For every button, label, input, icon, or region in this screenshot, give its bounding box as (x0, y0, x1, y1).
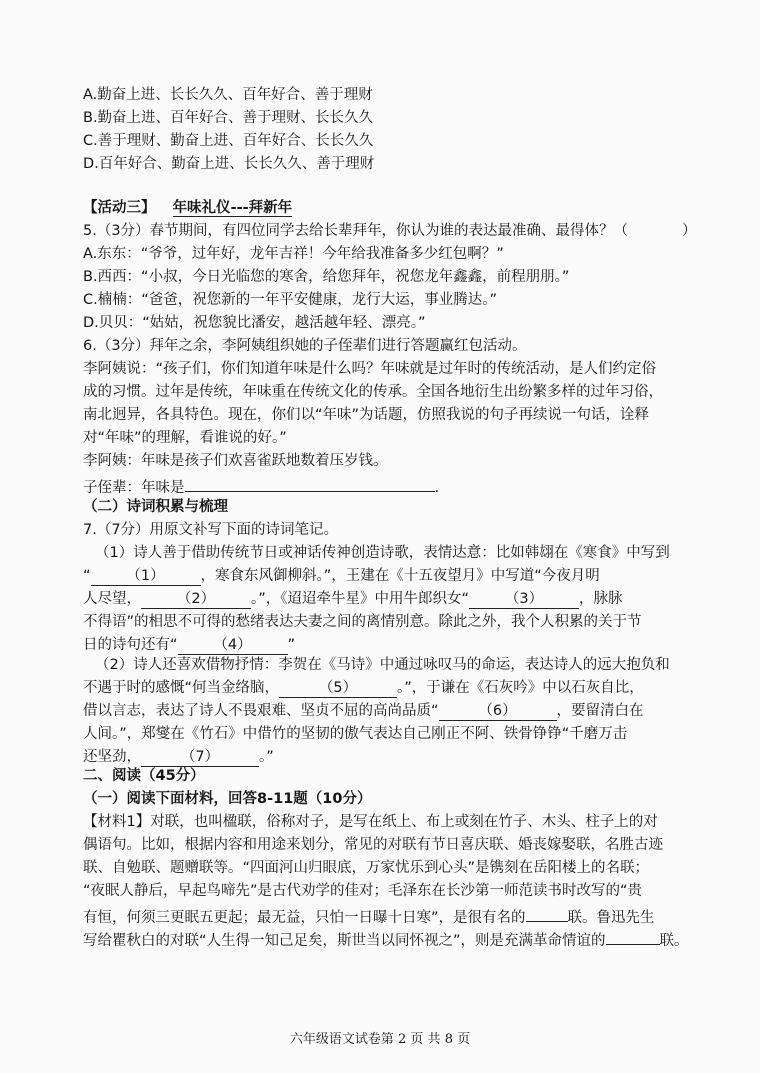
q7p2-line (83, 701, 644, 721)
fill-blank[interactable] (526, 904, 568, 922)
text-segment: 联。 (659, 933, 689, 949)
q6-para-line: 南北迥异，各具特色。现在，你们以“年味”为话题，仿照我说的句子再续说一句话，诠释 (83, 407, 650, 423)
page-footer: 六年级语文试卷第 2 页 共 8 页 (289, 1032, 471, 1047)
q7p1-line (83, 566, 600, 586)
text-segment: 联。鲁迅先生 (567, 910, 655, 926)
q7p2-line (83, 678, 644, 698)
fill-blank[interactable]: （5） (279, 680, 397, 698)
q6-answer-line (83, 474, 439, 498)
text-segment: 借以言志，表达了诗人不畏艰难、坚贞不屈的高尚品质“ (83, 703, 439, 719)
text-segment: 人尽望， (83, 591, 141, 607)
q6-answer-suffix: . (434, 480, 440, 496)
q6-stem: 6.（3分）拜年之余，李阿姨组织她的子侄辈们进行答题赢红包活动。 (83, 338, 527, 354)
text-segment: ，寒食东风御柳斜。”，王建在《十五夜望月》中写道“今夜月明 (200, 568, 600, 584)
q5-option-b: B.西西：“小叔，今日光临您的寒舍，给您拜年，祝您龙年鑫鑫，前程朋朋。” (83, 269, 570, 285)
reading1-heading: （一）阅读下面材料，回答8-11题（10分） (83, 791, 372, 807)
text-segment: 【材料1】对联，也叫楹联，俗称对子，是写在纸上、布上或刻在竹子、木头、柱子上的对 (83, 814, 658, 830)
q5-stem: 5.（3分）春节期间，有四位同学去给长辈拜年，你认为谁的表达最准确、最得体？（ (83, 223, 629, 239)
q7p2-line (95, 655, 670, 675)
text-segment: （2）诗人还喜欢借物抒情：李贺在《马诗》中通过咏叹马的命运，表达诗人的远大抱负和 (95, 657, 670, 673)
fill-blank[interactable] (606, 927, 660, 945)
text-segment: 不得语”的相思不可得的愁绪表达夫妻之间的离情别意。除此之外，我个人积累的关于节 (83, 614, 642, 630)
text-segment: “夜眠人静后，早起鸟啼先”是古代劝学的佳对；毛泽东在长沙第一师范读书时改写的“贵 (83, 883, 643, 899)
q6-answer-prefix: 子侄辈：年味是 (83, 480, 185, 496)
mat1-line (83, 881, 642, 901)
q5-option-d: D.贝贝：“姑姑，祝您貌比潘安，越活越年轻、漂亮。” (83, 315, 426, 331)
text-segment: 还坚劲， (83, 749, 141, 765)
text-segment: “ (83, 568, 91, 584)
q5-option-c: C.楠楠：“爸爸，祝您新的一年平安健康，龙行大运，事业腾达。” (83, 292, 498, 308)
text-segment: 偶语句。比如，根据内容和用途来划分，常见的对联有节日喜庆联、婚丧嫁娶联，名胜古迹 (83, 837, 663, 853)
text-segment: 不遇于时的感慨“何当金络脑， (83, 680, 280, 696)
activity-heading (83, 198, 292, 218)
text-segment: 日的诗句还有“ (83, 637, 178, 653)
q7p2-line (83, 747, 274, 767)
q6-para-line: 成的习惯。过年是传统，年味重在传统文化的传承。全国各地衍生出纷繁多样的过年习俗， (83, 384, 663, 400)
option-c: C.善于理财、勤奋上进、百年好合、长长久久 (83, 133, 374, 149)
text-segment: 写给瞿秋白的对联“人生得一知己足矣，斯世当以同怀视之”，则是充满革命情谊的 (83, 933, 606, 949)
q7p1-line (83, 635, 295, 655)
fill-blank[interactable]: （2） (141, 591, 251, 609)
text-segment: ，要留清白在 (556, 703, 644, 719)
q6-para-line: 对“年味”的理解，看谁说的好。” (83, 430, 287, 446)
activity-label: 【活动三】 (83, 200, 156, 216)
text-segment: 。”，《迢迢牵牛星》中用牛郎织女“ (251, 591, 470, 607)
text-segment: 。” (259, 749, 274, 765)
text-segment: 有恒，何须三更眠五更起；最无益，只怕一日曝十日寒”，是很有名的 (83, 910, 526, 926)
text-segment: 。”，于谦在《石灰吟》中以石灰自比， (397, 680, 644, 696)
q7p1-line (83, 612, 642, 632)
q6-para-line: 李阿姨说：“孩子们，你们知道年味是什么吗？年味就是过年时的传统活动，是人们约定俗 (83, 361, 657, 377)
fill-blank[interactable]: （6） (439, 703, 557, 721)
q7-stem: 7.（7分）用原文补写下面的诗词笔记。 (83, 522, 339, 538)
text-segment: ” (287, 637, 296, 653)
text-segment: 联、自勉联、题赠联等。“四面河山归眼底，万家忧乐到心头”是镌刻在岳阳楼上的名联； (83, 860, 650, 876)
section-heading-poetry: （二）诗词积累与梳理 (83, 499, 228, 515)
q6-answer-blank[interactable] (185, 474, 435, 492)
q7p1-line (83, 589, 623, 609)
mat1-line (83, 904, 655, 928)
part2-heading: 二、阅读（45分） (83, 768, 205, 784)
text-segment: 人间。”，郑燮在《竹石》中借竹的坚韧的傲气表达自己刚正不阿、铁骨铮铮“千磨万击 (83, 726, 628, 742)
q5-option-a: A.东东：“爷爷，过年好，龙年吉祥！今年给我准备多少红包啊？” (83, 246, 504, 262)
fill-blank[interactable]: （7） (141, 749, 259, 767)
option-b: B.勤奋上进、百年好合、善于理财、长长久久 (83, 110, 374, 126)
q6-example: 李阿姨：年味是孩子们欢喜雀跃地数着压岁钱。 (83, 453, 388, 469)
activity-title: 年味礼仪---拜新年 (172, 200, 293, 216)
mat1-line (83, 835, 663, 855)
text-segment: ，脉脉 (579, 591, 623, 607)
fill-blank[interactable]: （3） (469, 591, 579, 609)
q7p2-line (83, 724, 627, 744)
mat1-line (83, 858, 649, 878)
fill-blank[interactable]: （1） (91, 568, 201, 586)
fill-blank[interactable]: （4） (178, 637, 288, 655)
mat1-line (83, 927, 689, 951)
option-a: A.勤奋上进、长长久久、百年好合、善于理财 (83, 87, 373, 103)
option-d: D.百年好合、勤奋上进、长长久久、善于理财 (83, 156, 375, 172)
q7p1-line (95, 543, 670, 563)
text-segment: （1）诗人善于借助传统节日或神话传神创造诗歌，表情达意：比如韩翃在《寒食》中写到 (95, 545, 670, 561)
mat1-line (83, 812, 658, 832)
q5-paren-close: ） (682, 223, 697, 239)
